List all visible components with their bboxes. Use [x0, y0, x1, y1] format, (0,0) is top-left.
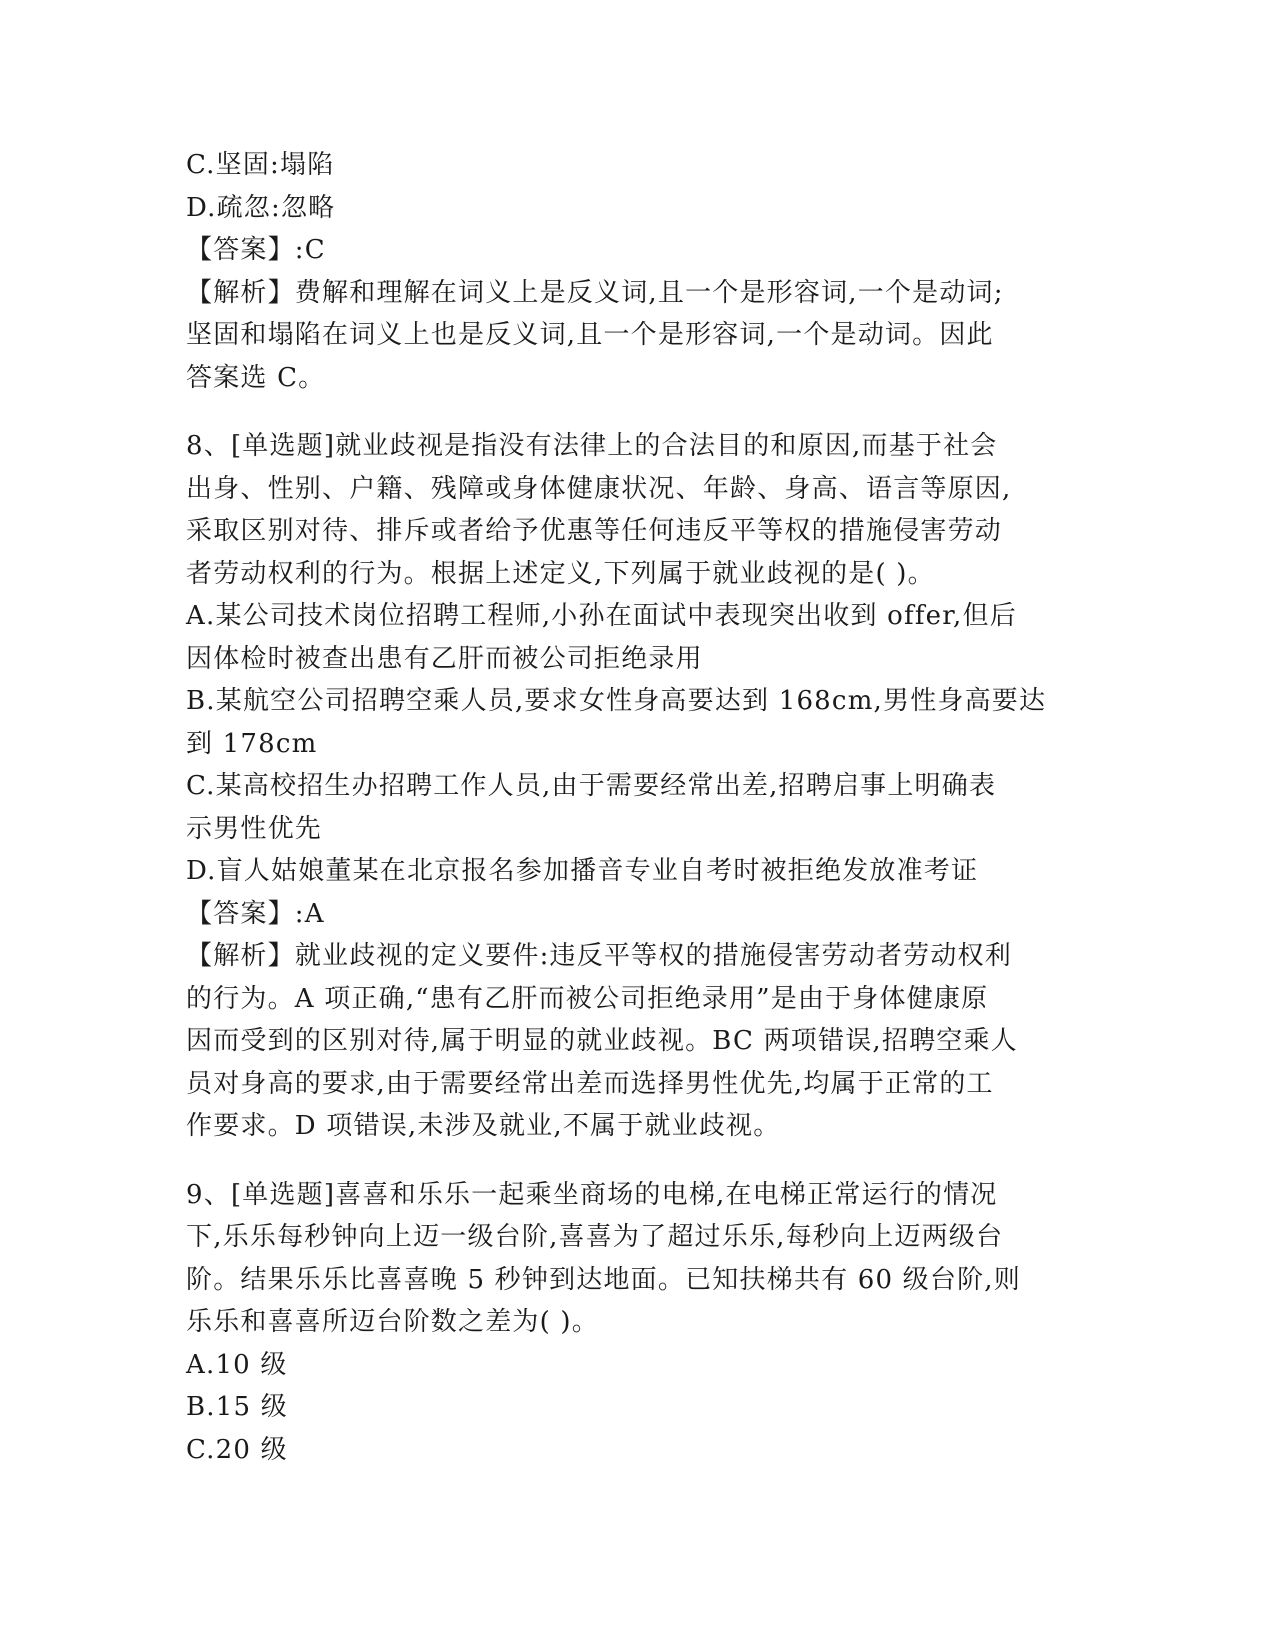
page-content — [186, 144, 1086, 1471]
analysis-line: 的行为。A 项正确,“患有乙肝而被公司拒绝录用”是由于身体健康原 — [186, 983, 989, 1014]
option-b: B.15 级 — [186, 1392, 288, 1422]
option-d: D.盲人姑娘董某在北京报名参加播音专业自考时被拒绝发放准考证 — [186, 856, 979, 886]
question-8 — [186, 425, 1086, 1148]
question-stem-line: 9、[单选题]喜喜和乐乐一起乘坐商场的电梯,在电梯正常运行的情况 — [186, 1179, 998, 1210]
analysis-line: 答案选 C。 — [186, 362, 326, 393]
question-7-tail — [186, 144, 1086, 399]
option-b: B.某航空公司招聘空乘人员,要求女性身高要达到 168cm,男性身高要达 — [186, 686, 1047, 716]
question-stem-line: 8、[单选题]就业歧视是指没有法律上的合法目的和原因,而基于社会 — [186, 431, 998, 461]
option-a: 因体检时被查出患有乙肝而被公司拒绝录用 — [186, 643, 703, 674]
analysis-line: 坚固和塌陷在词义上也是反义词,且一个是形容词,一个是动词。因此 — [186, 320, 994, 350]
option-c: C.20 级 — [186, 1434, 288, 1465]
option-d: D.疏忽:忽略 — [186, 192, 336, 223]
analysis-line: 因而受到的区别对待,属于明显的就业歧视。BC 两项错误,招聘空乘人 — [186, 1026, 1018, 1056]
answer: 【答案】:A — [186, 898, 325, 929]
answer: 【答案】:C — [186, 235, 326, 265]
analysis-line: 【解析】费解和理解在词义上是反义词,且一个是形容词,一个是动词; — [186, 277, 1004, 308]
option-c: C.坚固:塌陷 — [186, 150, 335, 180]
option-a: A.10 级 — [186, 1349, 288, 1380]
question-stem-line: 下,乐乐每秒钟向上迈一级台阶,喜喜为了超过乐乐,每秒向上迈两级台 — [186, 1222, 1004, 1252]
option-c: C.某高校招生办招聘工作人员,由于需要经常出差,招聘启事上明确表 — [186, 771, 997, 801]
question-stem-line: 阶。结果乐乐比喜喜晚 5 秒钟到达地面。已知扶梯共有 60 级台阶,则 — [186, 1264, 1021, 1295]
question-stem-line: 采取区别对待、排斥或者给予优惠等任何违反平等权的措施侵害劳动 — [186, 516, 1003, 546]
analysis-line: 【解析】就业歧视的定义要件:违反平等权的措施侵害劳动者劳动权利 — [186, 941, 1012, 971]
option-b: 到 178cm — [186, 728, 318, 759]
option-a: A.某公司技术岗位招聘工程师,小孙在面试中表现突出收到 offer,但后 — [186, 601, 1017, 631]
analysis-line: 员对身高的要求,由于需要经常出差而选择男性优先,均属于正常的工 — [186, 1068, 994, 1099]
question-stem-line: 乐乐和喜喜所迈台阶数之差为( )。 — [186, 1307, 599, 1337]
option-c: 示男性优先 — [186, 813, 323, 844]
question-stem-line: 者劳动权利的行为。根据上述定义,下列属于就业歧视的是( )。 — [186, 558, 935, 589]
question-9 — [186, 1174, 1086, 1472]
question-stem-line: 出身、性别、户籍、残障或身体健康状况、年龄、身高、语言等原因, — [186, 473, 1012, 504]
analysis-line: 作要求。D 项错误,未涉及就业,不属于就业歧视。 — [186, 1111, 781, 1141]
